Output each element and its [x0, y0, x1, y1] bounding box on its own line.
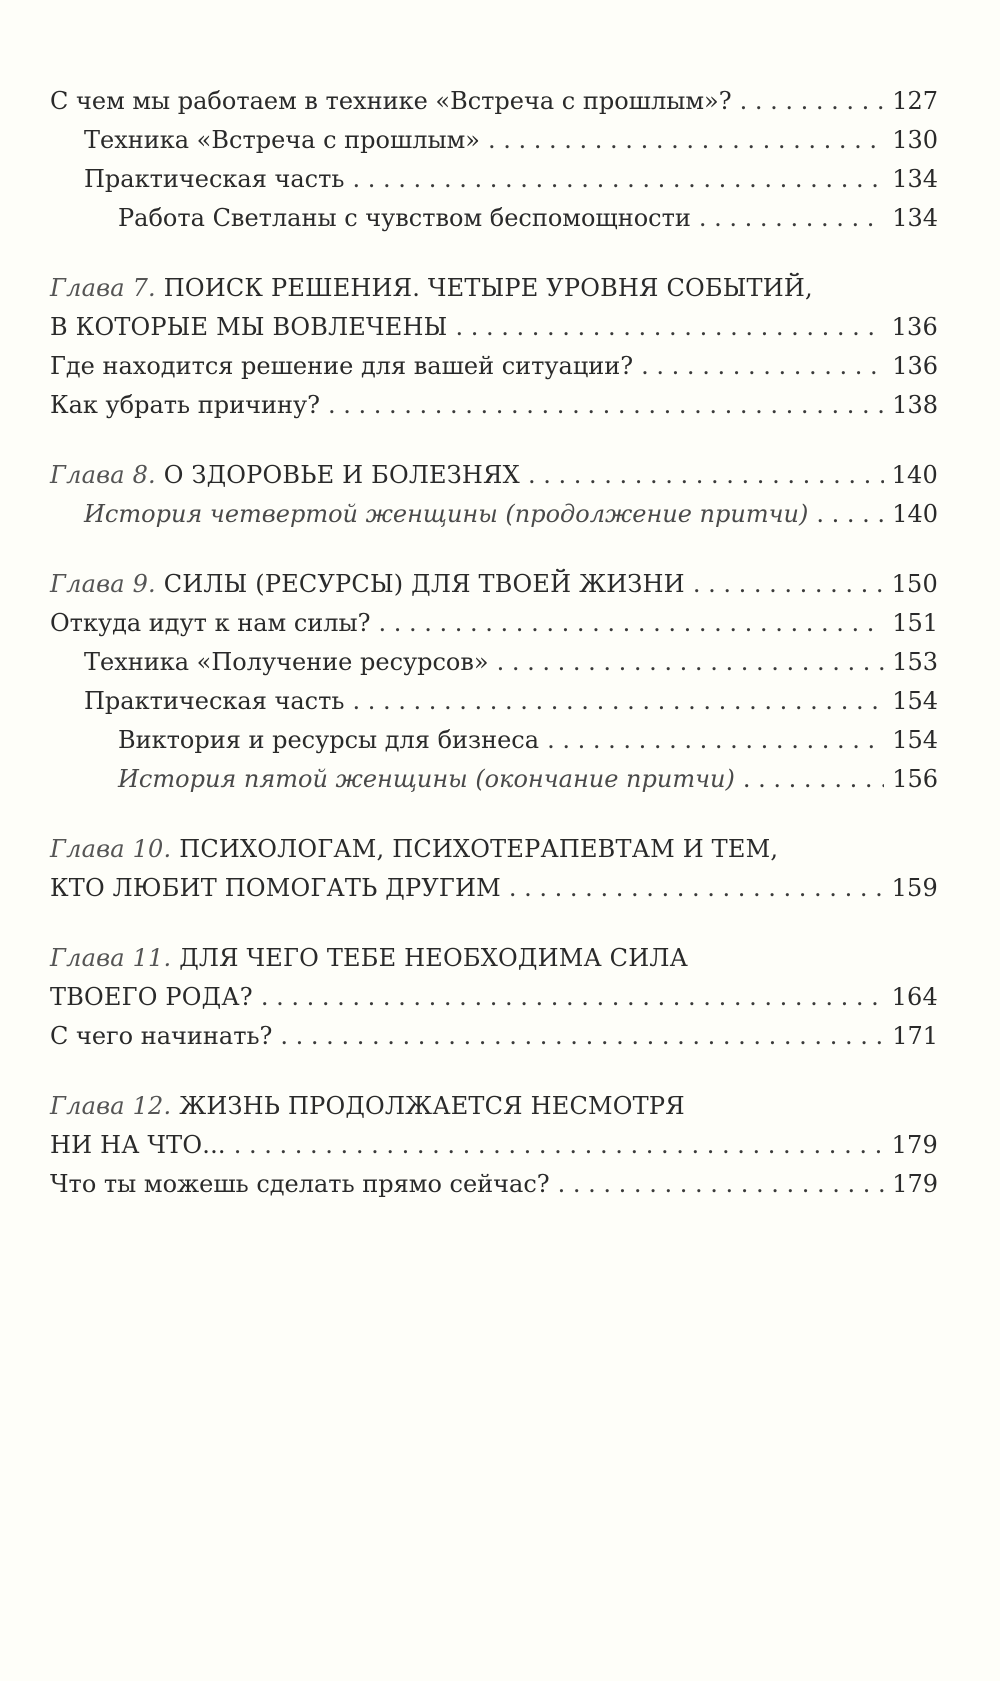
toc-entry-page: 134 — [892, 165, 938, 193]
leader-dots — [234, 1126, 884, 1165]
leader-dots — [816, 495, 884, 534]
toc-entry-page: 134 — [892, 204, 938, 232]
chapter-title-line2: КТО ЛЮБИТ ПОМОГАТЬ ДРУГИМ — [50, 874, 501, 902]
leader-dots — [378, 604, 884, 643]
chapter-label: Глава 11. — [50, 944, 172, 972]
toc-entry-page: 153 — [892, 648, 938, 676]
toc-entry-page: 179 — [891, 1131, 938, 1159]
leader-dots — [497, 643, 885, 682]
leader-dots — [261, 978, 884, 1017]
toc-entry[interactable] — [50, 1017, 938, 1056]
toc-entry[interactable] — [50, 160, 938, 199]
chapter-title-line2: НИ НА ЧТО... — [50, 1131, 226, 1159]
chapter-11-heading[interactable] — [50, 939, 938, 978]
toc-entry[interactable] — [50, 869, 938, 908]
toc-entry-page: 159 — [891, 874, 938, 902]
toc-entry-title: Работа Светланы с чувством беспомощности — [118, 204, 691, 232]
chapter-title-line1: ДЛЯ ЧЕГО ТЕБЕ НЕОБХОДИМА СИЛА — [179, 944, 688, 972]
chapter-label: Глава 7. — [50, 274, 156, 302]
chapter-label: Глава 12. — [50, 1092, 172, 1120]
toc-entry[interactable] — [50, 978, 938, 1017]
leader-dots — [641, 347, 884, 386]
chapter-title-line1: ПОИСК РЕШЕНИЯ. ЧЕТЫРЕ УРОВНЯ СОБЫТИЙ, — [163, 274, 813, 302]
chapter-8-heading — [50, 456, 520, 495]
section-gap — [50, 534, 938, 565]
toc-entry[interactable] — [50, 308, 938, 347]
toc-entry[interactable] — [50, 82, 938, 121]
leader-dots — [743, 760, 884, 799]
toc-entry[interactable] — [50, 1126, 938, 1165]
toc-entry-title: С чего начинать? — [50, 1022, 273, 1050]
toc-entry-page: 136 — [891, 313, 938, 341]
toc-entry-title: Откуда идут к нам силы? — [50, 609, 371, 637]
toc-entry-page: 127 — [892, 87, 938, 115]
toc-entry-title: Техника «Встреча с прошлым» — [84, 126, 480, 154]
toc-entry-title: Где находится решение для вашей ситуации? — [50, 352, 634, 380]
toc-entry-page: 140 — [892, 500, 938, 528]
chapter-title: О ЗДОРОВЬЕ И БОЛЕЗНЯХ — [163, 461, 520, 489]
toc-entry-page: 154 — [892, 687, 938, 715]
toc-entry[interactable] — [50, 386, 938, 425]
toc-entry-title: Практическая часть — [84, 165, 345, 193]
toc-entry-page: 179 — [892, 1170, 938, 1198]
toc-entry-title: Что ты можешь сделать прямо сейчас? — [50, 1170, 550, 1198]
toc-entry[interactable] — [50, 565, 938, 604]
toc-entry-page: 138 — [892, 391, 938, 419]
toc-entry-title: История четвертой женщины (продолжение притчи) — [84, 500, 809, 528]
toc-entry[interactable] — [50, 721, 938, 760]
toc-entry[interactable] — [50, 643, 938, 682]
toc-entry-page: 156 — [892, 765, 938, 793]
section-gap — [50, 1056, 938, 1087]
chapter-label: Глава 8. — [50, 461, 156, 489]
toc-entry-page: 154 — [892, 726, 938, 754]
chapter-title-line1: ЖИЗНЬ ПРОДОЛЖАЕТСЯ НЕСМОТРЯ — [179, 1092, 685, 1120]
section-gap — [50, 799, 938, 830]
chapter-7-heading[interactable] — [50, 269, 938, 308]
section-gap — [50, 425, 938, 456]
toc-entry[interactable] — [50, 760, 938, 799]
toc-entry-title: Виктория и ресурсы для бизнеса — [118, 726, 540, 754]
table-of-contents — [50, 82, 938, 1204]
chapter-title-line2: В КОТОРЫЕ МЫ ВОВЛЕЧЕНЫ — [50, 313, 448, 341]
toc-entry-page: 150 — [891, 570, 938, 598]
toc-entry[interactable] — [50, 199, 938, 238]
toc-entry[interactable] — [50, 604, 938, 643]
leader-dots — [547, 721, 884, 760]
toc-entry-page: 140 — [891, 461, 938, 489]
toc-entry-page: 151 — [892, 609, 938, 637]
toc-entry[interactable] — [50, 1165, 938, 1204]
toc-entry[interactable] — [50, 347, 938, 386]
toc-entry-title: С чем мы работаем в технике «Встреча с прошлым»? — [50, 87, 732, 115]
toc-entry-page: 164 — [891, 983, 938, 1011]
chapter-label: Глава 10. — [50, 835, 172, 863]
leader-dots — [280, 1017, 884, 1056]
section-gap — [50, 238, 938, 269]
toc-entry-title: Практическая часть — [84, 687, 345, 715]
chapter-title: СИЛЫ (РЕСУРСЫ) ДЛЯ ТВОЕЙ ЖИЗНИ — [163, 570, 685, 598]
toc-entry-title: Как убрать причину? — [50, 391, 320, 419]
toc-entry[interactable] — [50, 121, 938, 160]
leader-dots — [455, 308, 883, 347]
toc-entry[interactable] — [50, 495, 938, 534]
toc-entry-title: История пятой женщины (окончание притчи) — [118, 765, 735, 793]
chapter-12-heading[interactable] — [50, 1087, 938, 1126]
leader-dots — [740, 82, 885, 121]
leader-dots — [328, 386, 884, 425]
leader-dots — [693, 565, 884, 604]
toc-entry-page: 171 — [892, 1022, 938, 1050]
chapter-title-line1: ПСИХОЛОГАМ, ПСИХОТЕРАПЕВТАМ И ТЕМ, — [179, 835, 779, 863]
leader-dots — [509, 869, 884, 908]
leader-dots — [699, 199, 884, 238]
chapter-title-line2: ТВОЕГО РОДА? — [50, 983, 253, 1011]
chapter-label: Глава 9. — [50, 570, 156, 598]
leader-dots — [528, 456, 884, 495]
leader-dots — [352, 160, 884, 199]
toc-entry[interactable] — [50, 456, 938, 495]
chapter-9-heading — [50, 565, 685, 604]
chapter-10-heading[interactable] — [50, 830, 938, 869]
leader-dots — [488, 121, 884, 160]
section-gap — [50, 908, 938, 939]
leader-dots — [352, 682, 884, 721]
leader-dots — [558, 1165, 885, 1204]
toc-entry-page: 136 — [892, 352, 938, 380]
toc-entry-title: Техника «Получение ресурсов» — [84, 648, 489, 676]
toc-entry-page: 130 — [892, 126, 938, 154]
toc-entry[interactable] — [50, 682, 938, 721]
